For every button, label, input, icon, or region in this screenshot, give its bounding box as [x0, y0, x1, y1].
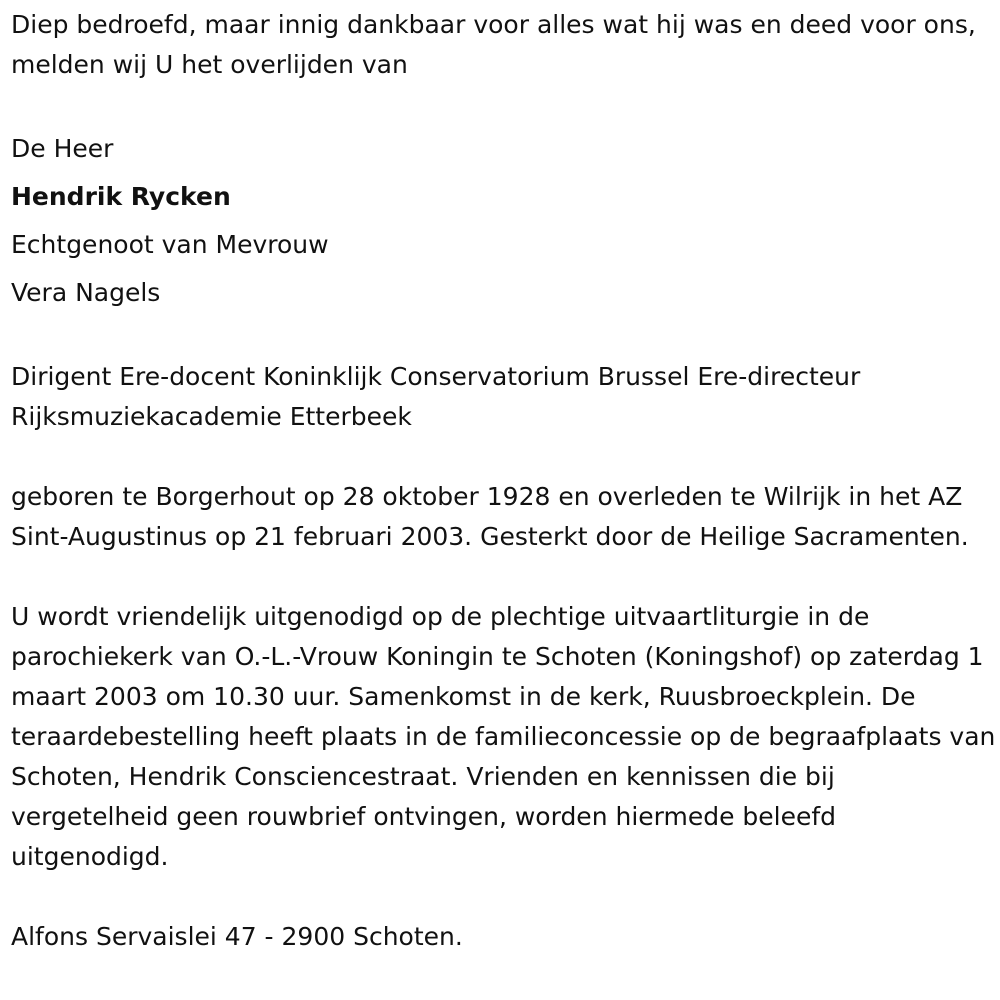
- funeral-paragraph: U wordt vriendelijk uitgenodigd op de plechtige uitvaartliturgie in de parochiekerk van O.-L.-Vrouw Koningin te Schoten (Koningshof) op zaterdag 1 maart 2003 om 10.30 uur. Samenkomst in de kerk, Ruusbroeckplein. De teraardebestelling heeft plaats in de familieconcessie op de begraafplaats van Schoten, Hendrik Consciencestraat. Vrienden en kennissen die bij vergetelheid geen rouwbrief ontvingen, worden hiermede beleefd uitgenodigd.: [11, 602, 996, 871]
- spouse-label: Echtgenoot van Mevrouw: [11, 230, 329, 259]
- honorific: De Heer: [11, 134, 114, 163]
- profession-paragraph: Dirigent Ere-docent Koninklijk Conservatorium Brussel Ere-directeur Rijksmuziekacademie Etterbeek: [11, 362, 861, 431]
- spacer: [11, 437, 1000, 477]
- spacer: [11, 317, 1000, 357]
- address-line: Alfons Servaislei 47 - 2900 Schoten.: [11, 922, 463, 951]
- spacer: [11, 557, 1000, 597]
- deceased-name: Hendrik Rycken: [11, 182, 231, 211]
- birth-death-paragraph: geboren te Borgerhout op 28 oktober 1928 en overleden te Wilrijk in het AZ Sint-Augustinus op 21 februari 2003. Gesterkt door de Heilige Sacramenten.: [11, 482, 969, 551]
- spacer: [11, 877, 1000, 917]
- intro-paragraph: Diep bedroefd, maar innig dankbaar voor alles wat hij was en deed voor ons, melden wij U het overlijden van: [11, 10, 976, 79]
- spouse-name: Vera Nagels: [11, 278, 161, 307]
- spacer: [11, 85, 1000, 125]
